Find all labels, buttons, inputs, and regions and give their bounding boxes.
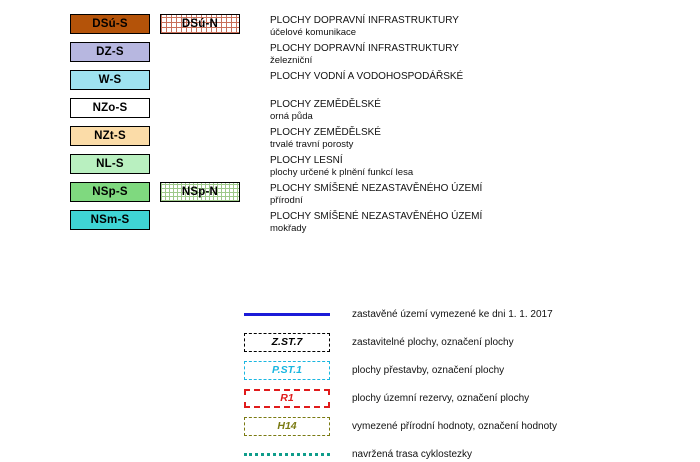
area-swatch: W-S [70,70,150,90]
legend-description-line1: PLOCHY ZEMĚDĚLSKÉ [270,127,381,138]
legend-description-line2: účelové komunikace [270,26,357,38]
legend-description-line1: PLOCHY VODNÍ A VODOHOSPODÁŘSKÉ [270,71,464,82]
legend-description-line2: železniční [270,54,313,66]
dashed-box-symbol: R1 [244,389,330,408]
swatch-cell-primary [0,14,150,34]
legend-row [0,126,700,154]
legend-description-line2: trvalé travní porosty [270,138,354,150]
dashed-box-symbol: H14 [244,417,330,436]
dashed-box-symbol: Z.ST.7 [244,333,330,352]
legend-description [250,98,381,122]
area-swatch: DSú-S [70,14,150,34]
legend-description-line2: orná půda [270,110,313,122]
solid-line-symbol [244,313,330,316]
legend-bottom-section [0,300,700,462]
legend-row [0,328,700,356]
symbol-cell [0,453,330,456]
area-swatch: NZo-S [70,98,150,118]
swatch-cell-secondary [150,182,250,202]
legend-description-line2: plochy určené k plnění funkcí lesa [270,166,414,178]
legend-description [250,42,459,66]
swatch-cell-primary [0,210,150,230]
area-swatch: NL-S [70,154,150,174]
swatch-cell-primary [0,98,150,118]
legend-description-line1: PLOCHY SMÍŠENÉ NEZASTAVĚNÉHO ÚZEMÍ [270,183,483,194]
legend-description-line1: PLOCHY DOPRAVNÍ INFRASTRUKTURY [270,43,459,54]
area-swatch-pattern: NSp-N [160,182,240,202]
swatch-cell-secondary [150,14,250,34]
legend-description: vymezené přírodní hodnoty, označení hodnoty [352,420,557,432]
legend-description-line2: přírodní [270,194,303,206]
legend-row [0,154,700,182]
area-swatch: NSm-S [70,210,150,230]
legend-row [0,14,700,42]
legend-description-line2: mokřady [270,222,307,234]
swatch-cell-primary [0,182,150,202]
symbol-cell [0,361,330,380]
legend-description [250,210,482,234]
symbol-cell [0,389,330,408]
legend-description [250,154,413,178]
symbol-cell [0,417,330,436]
legend-description: navržená trasa cyklostezky [352,448,473,460]
legend-row [0,98,700,126]
legend-description [250,14,459,38]
legend-description [250,126,381,150]
legend-description: zastavěné území vymezené ke dni 1. 1. 2017 [352,308,553,320]
legend-description: plochy přestavby, označení plochy [352,364,505,376]
area-swatch: NSp-S [70,182,150,202]
legend-row [0,300,700,328]
legend-description [250,70,463,83]
legend-row [0,440,700,462]
legend-row [0,384,700,412]
legend-row [0,42,700,70]
area-swatch: NZt-S [70,126,150,146]
legend-description [250,182,482,206]
swatch-cell-primary [0,126,150,146]
legend-row [0,210,700,238]
symbol-cell [0,333,330,352]
legend-top-section [0,14,700,238]
dotted-line-symbol [244,453,330,456]
legend-row [0,412,700,440]
symbol-cell [0,313,330,316]
legend-row [0,356,700,384]
legend-description-line1: PLOCHY DOPRAVNÍ INFRASTRUKTURY [270,15,459,26]
swatch-cell-primary [0,42,150,62]
legend-row [0,70,700,98]
legend-row [0,182,700,210]
dashed-box-symbol: P.ST.1 [244,361,330,380]
legend-description: plochy územní rezervy, označení plochy [352,392,530,404]
area-swatch: DZ-S [70,42,150,62]
legend-description: zastavitelné plochy, označení plochy [352,336,514,348]
legend-description-line1: PLOCHY LESNÍ [270,155,343,166]
legend-description-line1: PLOCHY SMÍŠENÉ NEZASTAVĚNÉHO ÚZEMÍ [270,211,483,222]
area-swatch-pattern: DSú-N [160,14,240,34]
swatch-cell-primary [0,70,150,90]
swatch-cell-primary [0,154,150,174]
legend-description-line1: PLOCHY ZEMĚDĚLSKÉ [270,99,381,110]
